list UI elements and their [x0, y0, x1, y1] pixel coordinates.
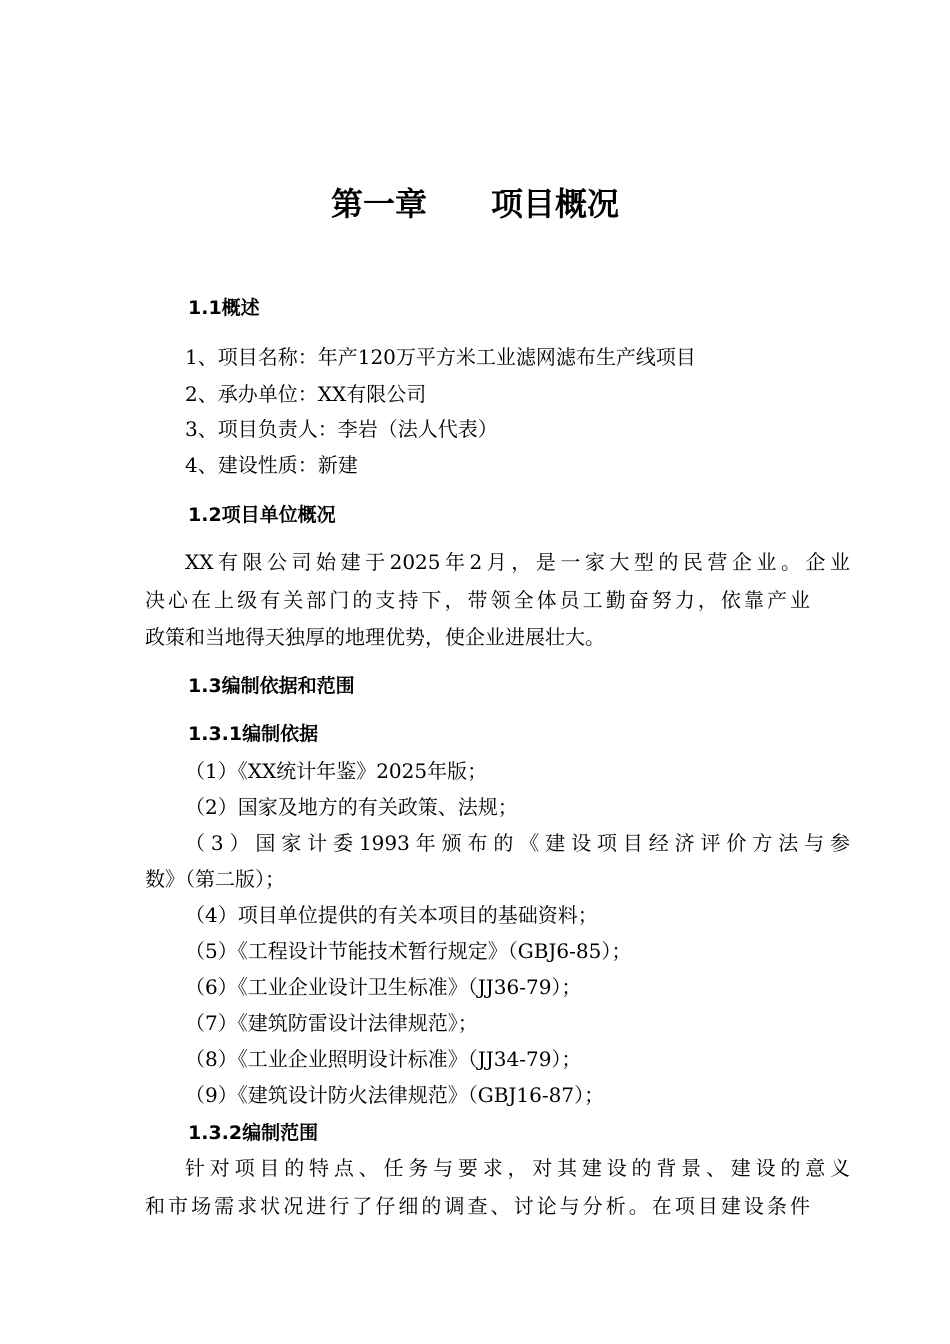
paragraph-line: 针对项目的特点、任务与要求，对其建设的背景、建设的意义	[185, 1156, 850, 1180]
list-item: 2、承办单位：XX有限公司	[185, 382, 427, 406]
reference-item-continued: 数》（第二版）；	[145, 867, 285, 891]
section-heading-1-2: 1.2项目单位概况	[188, 504, 336, 526]
paragraph-line: 政策和当地得天独厚的地理优势，使企业进展壮大。	[145, 625, 605, 649]
section-heading-1-3: 1.3编制依据和范围	[188, 675, 355, 697]
reference-item: （9）《建筑设计防火法律规范》（GBJ16-87）；	[185, 1083, 605, 1107]
section-heading-1-3-1: 1.3.1编制依据	[188, 723, 319, 745]
reference-item: （6）《工业企业设计卫生标准》（JJ36-79）；	[185, 975, 582, 999]
reference-item: （1）《XX统计年鉴》2025年版；	[185, 759, 488, 783]
reference-item: （8）《工业企业照明设计标准》（JJ34-79）；	[185, 1047, 582, 1071]
reference-item: （3）国家计委1993年颁布的《建设项目经济评价方法与参	[185, 831, 850, 855]
reference-item: （7）《建筑防雷设计法律规范》；	[185, 1011, 478, 1035]
list-item: 3、项目负责人：李岩（法人代表）	[185, 417, 498, 441]
paragraph-line: XX有限公司始建于2025年2月，是一家大型的民营企业。企业	[185, 550, 850, 574]
list-item: 4、建设性质：新建	[185, 453, 358, 477]
chapter-title: 第一章 项目概况	[330, 185, 619, 223]
reference-item: （2）国家及地方的有关政策、法规；	[185, 795, 518, 819]
reference-item: （5）《工程设计节能技术暂行规定》（GBJ6-85）；	[185, 939, 632, 963]
paragraph-line: 和市场需求状况进行了仔细的调查、讨论与分析。在项目建设条件	[145, 1194, 810, 1218]
section-heading-1-1: 1.1概述	[188, 297, 260, 319]
paragraph-line: 决心在上级有关部门的支持下，带领全体员工勤奋努力，依靠产业	[145, 588, 810, 612]
section-heading-1-3-2: 1.3.2编制范围	[188, 1122, 319, 1144]
list-item: 1、项目名称：年产120万平方米工业滤网滤布生产线项目	[185, 345, 696, 369]
reference-item: （4）项目单位提供的有关本项目的基础资料；	[185, 903, 598, 927]
